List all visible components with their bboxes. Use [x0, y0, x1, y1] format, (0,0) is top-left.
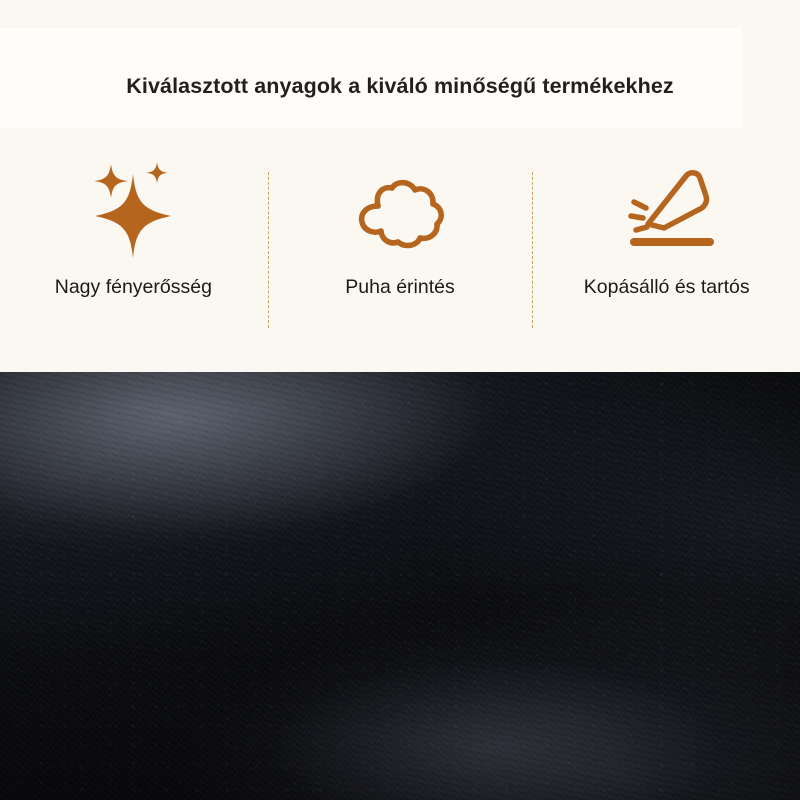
photo-vignette-layer: [0, 372, 800, 800]
feature-divider: [532, 172, 533, 328]
feature-item-abrasion-resistant: [533, 150, 800, 350]
feature-divider: [268, 172, 269, 328]
leather-texture-photo: [0, 372, 800, 800]
blade-scrape-icon: [612, 150, 722, 270]
features-panel: [0, 0, 800, 372]
feature-label: Puha érintés: [345, 276, 455, 298]
feature-list: [0, 150, 800, 350]
feature-item-soft-touch: [267, 150, 534, 350]
page-title: Kiválasztott anyagok a kiváló minőségű termékekhez: [126, 74, 674, 99]
sparkle-icon: [87, 150, 179, 270]
feature-label: Nagy fényerősség: [54, 276, 212, 298]
cloud-icon: [348, 150, 452, 270]
feature-item-brightness: [0, 150, 267, 350]
feature-label: Kopásálló és tartós: [583, 276, 750, 298]
